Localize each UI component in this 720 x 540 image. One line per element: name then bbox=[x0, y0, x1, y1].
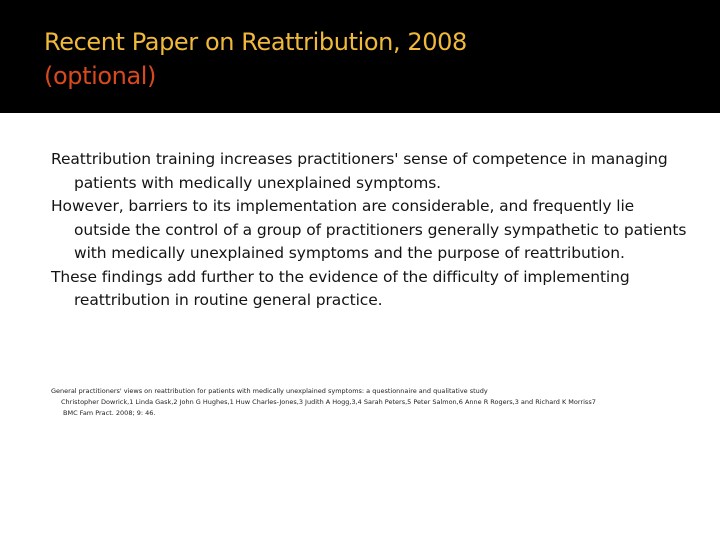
paragraph-competence: Reattribution training increases practitioners' sense of competence in managing patients with medically unexplained symptoms. bbox=[51, 150, 668, 192]
citation bbox=[51, 386, 711, 419]
slide-body bbox=[51, 148, 691, 313]
citation-journal: BMC Fam Pract. 2008; 9: 46. bbox=[63, 409, 156, 417]
paragraph-barriers: However, barriers to its implementation are considerable, and frequently lie outside the control of a group of practitioners generally sympathetic to patients with medically unexplained symptoms and the purpose of reattribution. bbox=[51, 197, 687, 262]
citation-title: General practitioners' views on reattribution for patients with medically unexplained symptoms: a questionnaire and qualitative study bbox=[51, 387, 488, 395]
paragraph-findings: These findings add further to the evidence of the difficulty of implementing reattribution in routine general practice. bbox=[51, 267, 630, 309]
slide-title-optional: (optional) bbox=[44, 62, 156, 90]
title-bar bbox=[0, 0, 720, 113]
slide-title bbox=[44, 25, 684, 93]
slide-title-main: Recent Paper on Reattribution, 2008 bbox=[44, 28, 467, 56]
citation-authors: Christopher Dowrick,1 Linda Gask,2 John G Hughes,1 Huw Charles-Jones,3 Judith A Hogg,3,4 Sarah Peters,5 Peter Salmon,6 Anne R Rogers,3 and Richard K Morriss7 bbox=[61, 398, 596, 406]
